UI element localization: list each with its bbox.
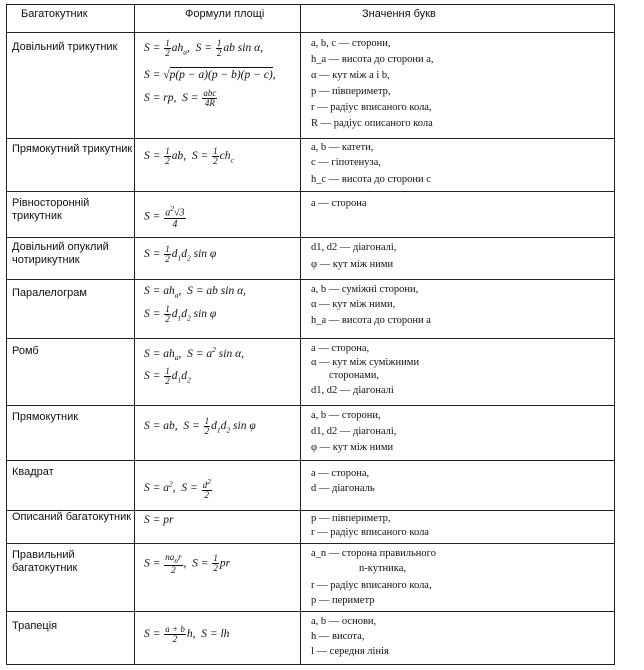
polygon-name: Довільний опуклий чотирикутник [12, 241, 109, 266]
formula: S = $\frac{1}{2}$ $d_1d_2$ sin φ [144, 304, 217, 324]
polygon-name: Паралелограм [12, 287, 87, 299]
legend-line: a, b — основи, [311, 616, 377, 627]
legend-line: n-кутника, [359, 563, 407, 574]
formula: S = ab, S = $\frac{1}{2}$ $d_1d_2$ sin φ [144, 416, 256, 436]
legend-line: h_a — висота до сторони a [311, 315, 431, 326]
polygon-name: Прямокутник [12, 411, 79, 423]
legend-line: r — радіус вписаного кола, [311, 580, 432, 591]
legend-line: p — півпериметр, [311, 86, 391, 97]
legend-line: φ — кут між ними [311, 259, 394, 270]
column-divider [134, 5, 135, 664]
formula: S = $\frac{na_nr}{2}$ , S = $\frac{1}{2}$ pr [144, 552, 231, 575]
polygon-name: Правильний багатокутник [12, 549, 78, 574]
legend-line: d1, d2 — діагоналі [311, 385, 394, 396]
formula: S = rp, S = $\frac{\text{abc}}{4R}$ [144, 88, 217, 108]
legend-line: l — середня лінія [311, 646, 389, 657]
legend-line: a — сторона, [311, 468, 370, 479]
legend-line: a, b — сторони, [311, 410, 381, 421]
header-letter-meaning: Значення букв [362, 8, 436, 20]
legend-line: p — півпериметр, [311, 513, 391, 524]
polygon-name: Довільний трикутник [12, 41, 118, 53]
row-divider [7, 32, 614, 33]
formula: $S = ah_a$, S = ab sin α, [144, 285, 246, 300]
legend-line: d1, d2 — діагоналі, [311, 242, 397, 253]
formula: S = $\frac{1}{2}$ $d_1d_2$ sin φ [144, 244, 217, 264]
row-divider [7, 191, 614, 192]
formula: $S = a^2$, S = $\frac{d^2}{2}$ [144, 477, 211, 500]
formula: S = $\frac{1}{2}$ $d_1d_2$ [144, 366, 191, 386]
formula: $S = ah_a$, $S = a^2$ sin α, [144, 345, 244, 363]
legend-line: сторонами, [329, 370, 380, 381]
legend-line: φ — кут між ними [311, 442, 394, 453]
formula-table [6, 4, 615, 665]
polygon-name: Трапеція [12, 620, 58, 632]
legend-line: a, b — суміжні сторони, [311, 284, 419, 295]
header-polygon: Багатокутник [21, 8, 88, 20]
legend-line: a — сторона, [311, 343, 370, 354]
formula: S = pr [144, 514, 174, 526]
polygon-name: Квадрат [12, 466, 54, 478]
legend-line: d — діагональ [311, 483, 375, 494]
legend-line: d1, d2 — діагоналі, [311, 426, 397, 437]
legend-line: a — сторона [311, 198, 367, 209]
legend-line: a_n — сторона правильного [311, 548, 436, 559]
legend-line: α — кут між ними, [311, 299, 396, 310]
row-divider [7, 543, 614, 544]
formula: S = $\frac{a + b}{2}$ h, S = lh [144, 624, 230, 644]
row-divider [7, 279, 614, 280]
legend-line: r — радіус вписаного кола, [311, 102, 432, 113]
row-divider [7, 405, 614, 406]
polygon-name: Описаний багатокутник [12, 511, 132, 523]
legend-line: h_a — висота до сторони a, [311, 54, 434, 65]
legend-line: α — кут між a і b, [311, 70, 390, 81]
row-divider [7, 338, 614, 339]
legend-line: r — радіус вписаного кола [311, 527, 429, 538]
row-divider [7, 138, 614, 139]
polygon-name: Ромб [12, 345, 39, 357]
polygon-name: Прямокутний трикутник [12, 143, 133, 155]
row-divider [7, 460, 614, 461]
formula: S = $\frac{a^2√3}{4}$ [144, 204, 185, 231]
header-area-formulas: Формули площі [185, 8, 265, 20]
legend-line: a, b — катети, [311, 142, 374, 153]
legend-line: R — радіус описаного кола [311, 118, 433, 129]
legend-line: α — кут між суміжними [311, 357, 420, 368]
column-divider [300, 5, 301, 664]
formula: S = $\frac{1}{2}$ ab, S = $\frac{1}{2}$ $ch_c$ [144, 146, 234, 166]
row-divider [7, 237, 614, 238]
formula: S = $\frac{1}{2}$ $ah_a$, S = $\frac{1}{2}$ ab sin α, [144, 38, 263, 58]
legend-line: c — гіпотенуза, [311, 157, 381, 168]
legend-line: p — периметр [311, 595, 375, 606]
polygon-name: Рівносторонній трикутник [12, 197, 90, 222]
formula: S = √p(p − a)(p − b)(p − c), [144, 69, 276, 81]
legend-line: a, b, c — сторони, [311, 38, 391, 49]
legend-line: h_c — висота до сторони c [311, 174, 431, 185]
legend-line: h — висота, [311, 631, 365, 642]
row-divider [7, 611, 614, 612]
